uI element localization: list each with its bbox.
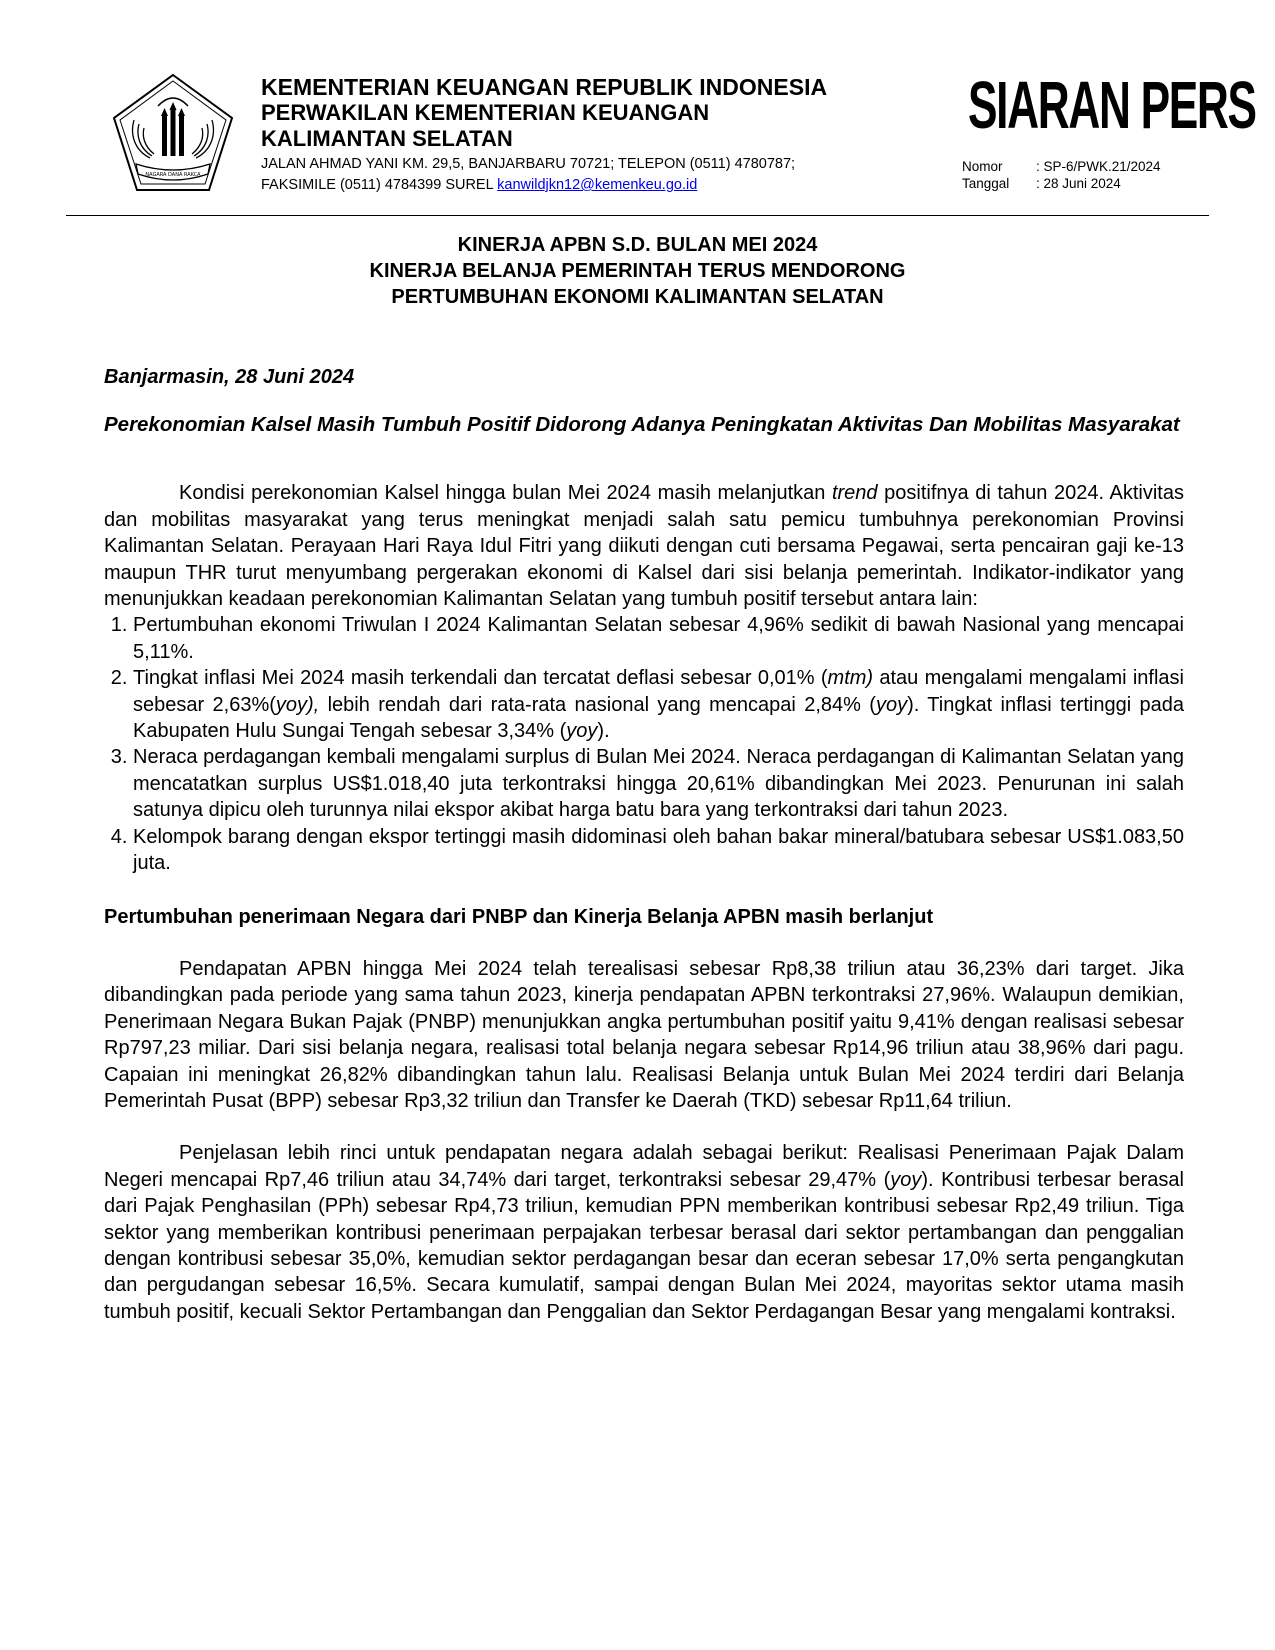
paragraph-2: Pendapatan APBN hingga Mei 2024 telah terealisasi sebesar Rp8,38 triliun atau 36,23% dari target. Jika dibandingkan pada periode yang sama tahun 2023, kinerja pendapatan APBN terkontraksi 27,96%. Walaupun demikian, Penerimaan Negara Bukan Pajak (PNBP) menunjukkan angka pertumbuhan positif yaitu 9,41% dengan realisasi sebesar Rp797,23 miliar. Dari sisi belanja negara, realisasi total belanja negara sebesar Rp14,96 triliun atau 38,96% dari pagu. Capaian ini meningkat 26,82% dibandingkan tahun lalu. Realisasi Belanja untuk Bulan Mei 2024 terdiri dari Belanja Pemerintah Pusat (BPP) sebesar Rp3,32 triliun dan Transfer ke Daerah (TKD) sebesar Rp11,64 triliun. (104, 957, 1184, 1112)
tanggal-label: Tanggal (962, 176, 1010, 191)
paragraph-1: Kondisi perekonomian Kalsel hingga bulan Mei 2024 masih melanjutkan trend positifnya di tahun 2024. Aktivitas dan mobilitas masyarakat yang terus meningkat menjadi salah satu pemicu tumbuhnya perekonomian Provinsi Kalimantan Selatan. Perayaan Hari Raya Idul Fitri yang diikuti dengan cuti bersama Pegawai, serta pencairan gaji ke-13 maupun THR turut menyumbang pergerakan ekonomi di Kalsel dari sisi belanja pemerintah. Indikator-indikator yang menunjukkan keadaan perekonomian Kalimantan Selatan yang tumbuh positif tersebut antara lain: (104, 482, 1184, 611)
list-item: 3. Neraca perdagangan kembali mengalami surplus di Bulan Mei 2024. Neraca perdagangan di Kalimantan Selatan yang mencatatkan surplus US$1.018,40 juta terkontraksi hingga 20,61% dibandingkan Mei 2023. Penurunan ini salah satunya dipicu oleh turunnya nilai ekspor akibat harga batu bara yang terkontraksi dari tahun 2023. (133, 744, 1184, 823)
org-name: KEMENTERIAN KEUANGAN REPUBLIK INDONESIA (261, 74, 828, 100)
svg-text:NAGARA DANA RAKCA: NAGARA DANA RAKCA (145, 172, 201, 178)
header-divider (66, 215, 1209, 216)
indicator-list (104, 612, 1184, 876)
body-content (104, 364, 1184, 1325)
section-title: Pertumbuhan penerimaan Negara dari PNBP dan Kinerja Belanja APBN masih berlanjut (104, 905, 934, 928)
address-line-2 (261, 176, 901, 194)
list-item: 1. Pertumbuhan ekonomi Triwulan I 2024 Kalimantan Selatan sebesar 4,96% sedikit di bawah Nasional yang mencapai 5,11%. (133, 612, 1184, 665)
org-unit: PERWAKILAN KEMENTERIAN KEUANGAN (261, 100, 710, 125)
nomor-label: Nomor (962, 159, 1003, 174)
headline-line-3: PERTUMBUHAN EKONOMI KALIMANTAN SELATAN (391, 286, 884, 308)
headline-line-1: KINERJA APBN S.D. BULAN MEI 2024 (457, 234, 818, 256)
tanggal-value: : 28 Juni 2024 (1036, 176, 1121, 191)
org-header (261, 74, 901, 194)
headline (66, 232, 1209, 310)
org-region: KALIMANTAN SELATAN (261, 126, 513, 151)
dateline: Banjarmasin, 28 Juni 2024 (104, 366, 355, 388)
kemenkeu-logo (110, 72, 236, 194)
doc-type-title: SIARAN PERS (968, 68, 1256, 143)
fax-label: FAKSIMILE (0511) 4784399 SUREL (261, 177, 498, 193)
email-link[interactable]: kanwildjkn12@kemenkeu.go.id (497, 177, 698, 193)
doc-meta (962, 158, 1161, 192)
address-line-1: JALAN AHMAD YANI KM. 29,5, BANJARBARU 70721; TELEPON (0511) 4780787; (261, 156, 796, 172)
subheadline: Perekonomian Kalsel Masih Tumbuh Positif Didorong Adanya Peningkatan Aktivitas Dan Mobilitas Masyarakat (104, 413, 1180, 437)
headline-line-2: KINERJA BELANJA PEMERINTAH TERUS MENDORONG (369, 260, 906, 282)
list-item: 4. Kelompok barang dengan ekspor tertinggi masih didominasi oleh bahan bakar mineral/batubara sebesar US$1.083,50 juta. (133, 824, 1184, 877)
nomor-value: : SP-6/PWK.21/2024 (1036, 159, 1161, 174)
paragraph-3: Penjelasan lebih rinci untuk pendapatan negara adalah sebagai berikut: Realisasi Penerimaan Pajak Dalam Negeri mencapai Rp7,46 triliun atau 34,74% dari target, terkontraksi sebesar 29,47% (yoy). Kontribusi terbesar berasal dari Pajak Penghasilan (PPh) sebesar Rp4,73 triliun, kemudian PPN memberikan kontribusi sebesar Rp2,49 triliun. Tiga sektor yang memberikan kontribusi penerimaan perpajakan terbesar berasal dari sektor pertambangan dan penggalian dengan kontribusi sebesar 35,0%, kemudian sektor perdagangan besar dan eceran sebesar 17,0% serta pengangkutan dan pergudangan sebesar 16,5%. Secara kumulatif, sampai dengan Bulan Mei 2024, mayoritas sektor utama masih tumbuh positif, kecuali Sektor Pertambangan dan Penggalian dan Sektor Perdagangan Besar yang mengalami kontraksi. (104, 1142, 1184, 1323)
list-item: 2. Tingkat inflasi Mei 2024 masih terkendali dan tercatat deflasi sebesar 0,01% (mtm) atau mengalami mengalami inflasi sebesar 2,63%(yoy), lebih rendah dari rata-rata nasional yang mencapai 2,84% (yoy). Tingkat inflasi tertinggi pada Kabupaten Hulu Sungai Tengah sebesar 3,34% (yoy). (133, 665, 1184, 744)
